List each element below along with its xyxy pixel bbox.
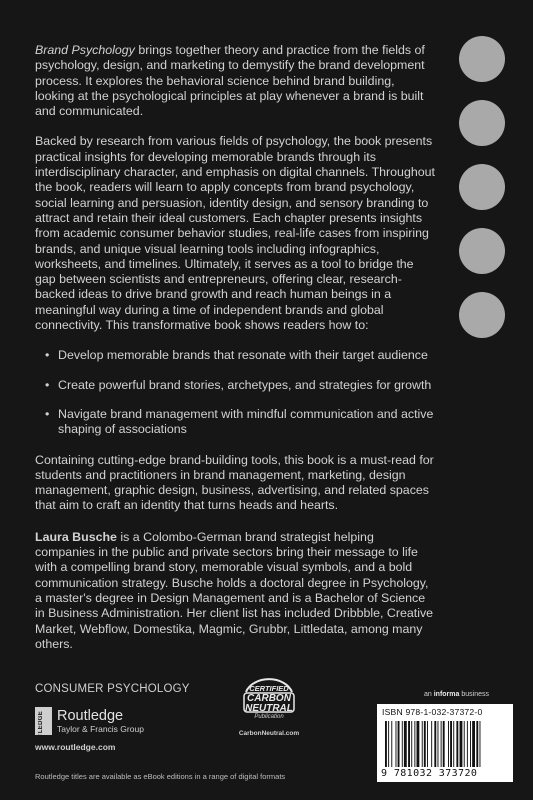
carbon-neutral-url: CarbonNeutral.com: [238, 730, 300, 737]
circle-decoration: [459, 292, 505, 338]
author-name: Laura Busche: [35, 529, 117, 544]
list-item: [35, 378, 435, 393]
carbon-neutral-badge: [232, 678, 306, 746]
isbn-barcode: [377, 704, 513, 782]
bullet-icon: •: [45, 348, 50, 363]
routledge-mark-icon: ROUTLEDGE: [35, 707, 52, 735]
publisher-name: Routledge: [57, 707, 124, 724]
decorative-circles: [459, 36, 505, 356]
list-item: [35, 407, 435, 438]
publisher-website: www.routledge.com: [35, 742, 116, 752]
neutral-word: NEUTRAL: [245, 703, 293, 714]
description-column: [35, 43, 435, 667]
publisher-group: Taylor & Francis Group: [57, 723, 144, 734]
subject-category: CONSUMER PSYCHOLOGY: [35, 683, 190, 695]
circle-decoration: [459, 36, 505, 82]
circle-decoration: [459, 100, 505, 146]
list-item-text: Navigate brand management with mindful communication and active shaping of associations: [58, 406, 434, 437]
barcode-icon: [383, 721, 507, 767]
body-paragraph: Backed by research from various fields of psychology, the book presents practical insights for developing memorable brands through its interdisciplinary character, and emphasis on digital channels. Throughout the book, readers will learn to apply concepts from brand psychology, social learning and persuasion, identity design, and sensory branding to attract and retain their ideal customers. Each chapter presents insights from academic consumer behavior studies, real-life cases from inspiring brands, and unique visual learning tools including infographics, worksheets, and timelines. Ultimately, it serves as a tool to bridge the gap between scientists and entrepreneurs, offering clear, research-backed ideas to drive brand growth and reach human beings in a meaningful way during a time of independent brands and global connectivity. This transformative book shows readers how to:: [35, 134, 435, 333]
author-bio: [35, 530, 435, 652]
ebook-note: Routledge titles are available as eBook editions in a range of digital formats: [35, 772, 286, 781]
bullet-icon: •: [45, 406, 50, 421]
bullet-icon: •: [45, 377, 50, 392]
carbon-certified: CERTIFIED: [249, 684, 289, 693]
author-bio-text: is a Colombo-German brand strategist helping companies in the public and private sectors bring their message to life with a compelling brand story, memorable visual symbols, and a bold communication strategy. Busche holds a doctoral degree in Psychology, a master's degree in Design Management and is a Bachelor of Science in Business Administration. Her client list has included Dribbble, Creative Market, Webflow, Domestika, Magmic, Grubbr, Littledata, among many others.: [35, 529, 434, 651]
isbn-label: ISBN 978-1-032-37372-0: [382, 707, 483, 717]
list-item-text: Develop memorable brands that resonate with their target audience: [58, 348, 428, 363]
list-item: [35, 348, 435, 363]
closing-paragraph: Containing cutting-edge brand-building tools, this book is a must-read for students and practitioners in brand management, marketing, design management, graphic design, business, advertising, and related spaces that aim to craft an identity that turns heads and hearts.: [35, 452, 434, 513]
barcode-digits: 9 781032 373720: [381, 768, 478, 779]
carbon-word: CARBON: [247, 693, 291, 704]
book-title-inline: Brand Psychology: [35, 43, 135, 57]
carbon-publication: Publication: [254, 714, 284, 720]
benefits-list: [35, 348, 435, 437]
intro-paragraph: [35, 43, 435, 119]
list-item-text: Create powerful brand stories, archetypes, and strategies for growth: [58, 377, 432, 392]
informa-tagline: an informa business: [424, 691, 489, 698]
informa-brand: informa: [433, 691, 460, 698]
intro-text: brings together theory and practice from the fields of psychology, design, and marketing to demystify the brand development process. It explores the behavioral science behind brand building, looking at the psychological principles at play whenever a brand is built and communicated.: [35, 43, 425, 119]
carbon-neutral-icon: [238, 678, 300, 728]
circle-decoration: [459, 228, 505, 274]
circle-decoration: [459, 164, 505, 210]
